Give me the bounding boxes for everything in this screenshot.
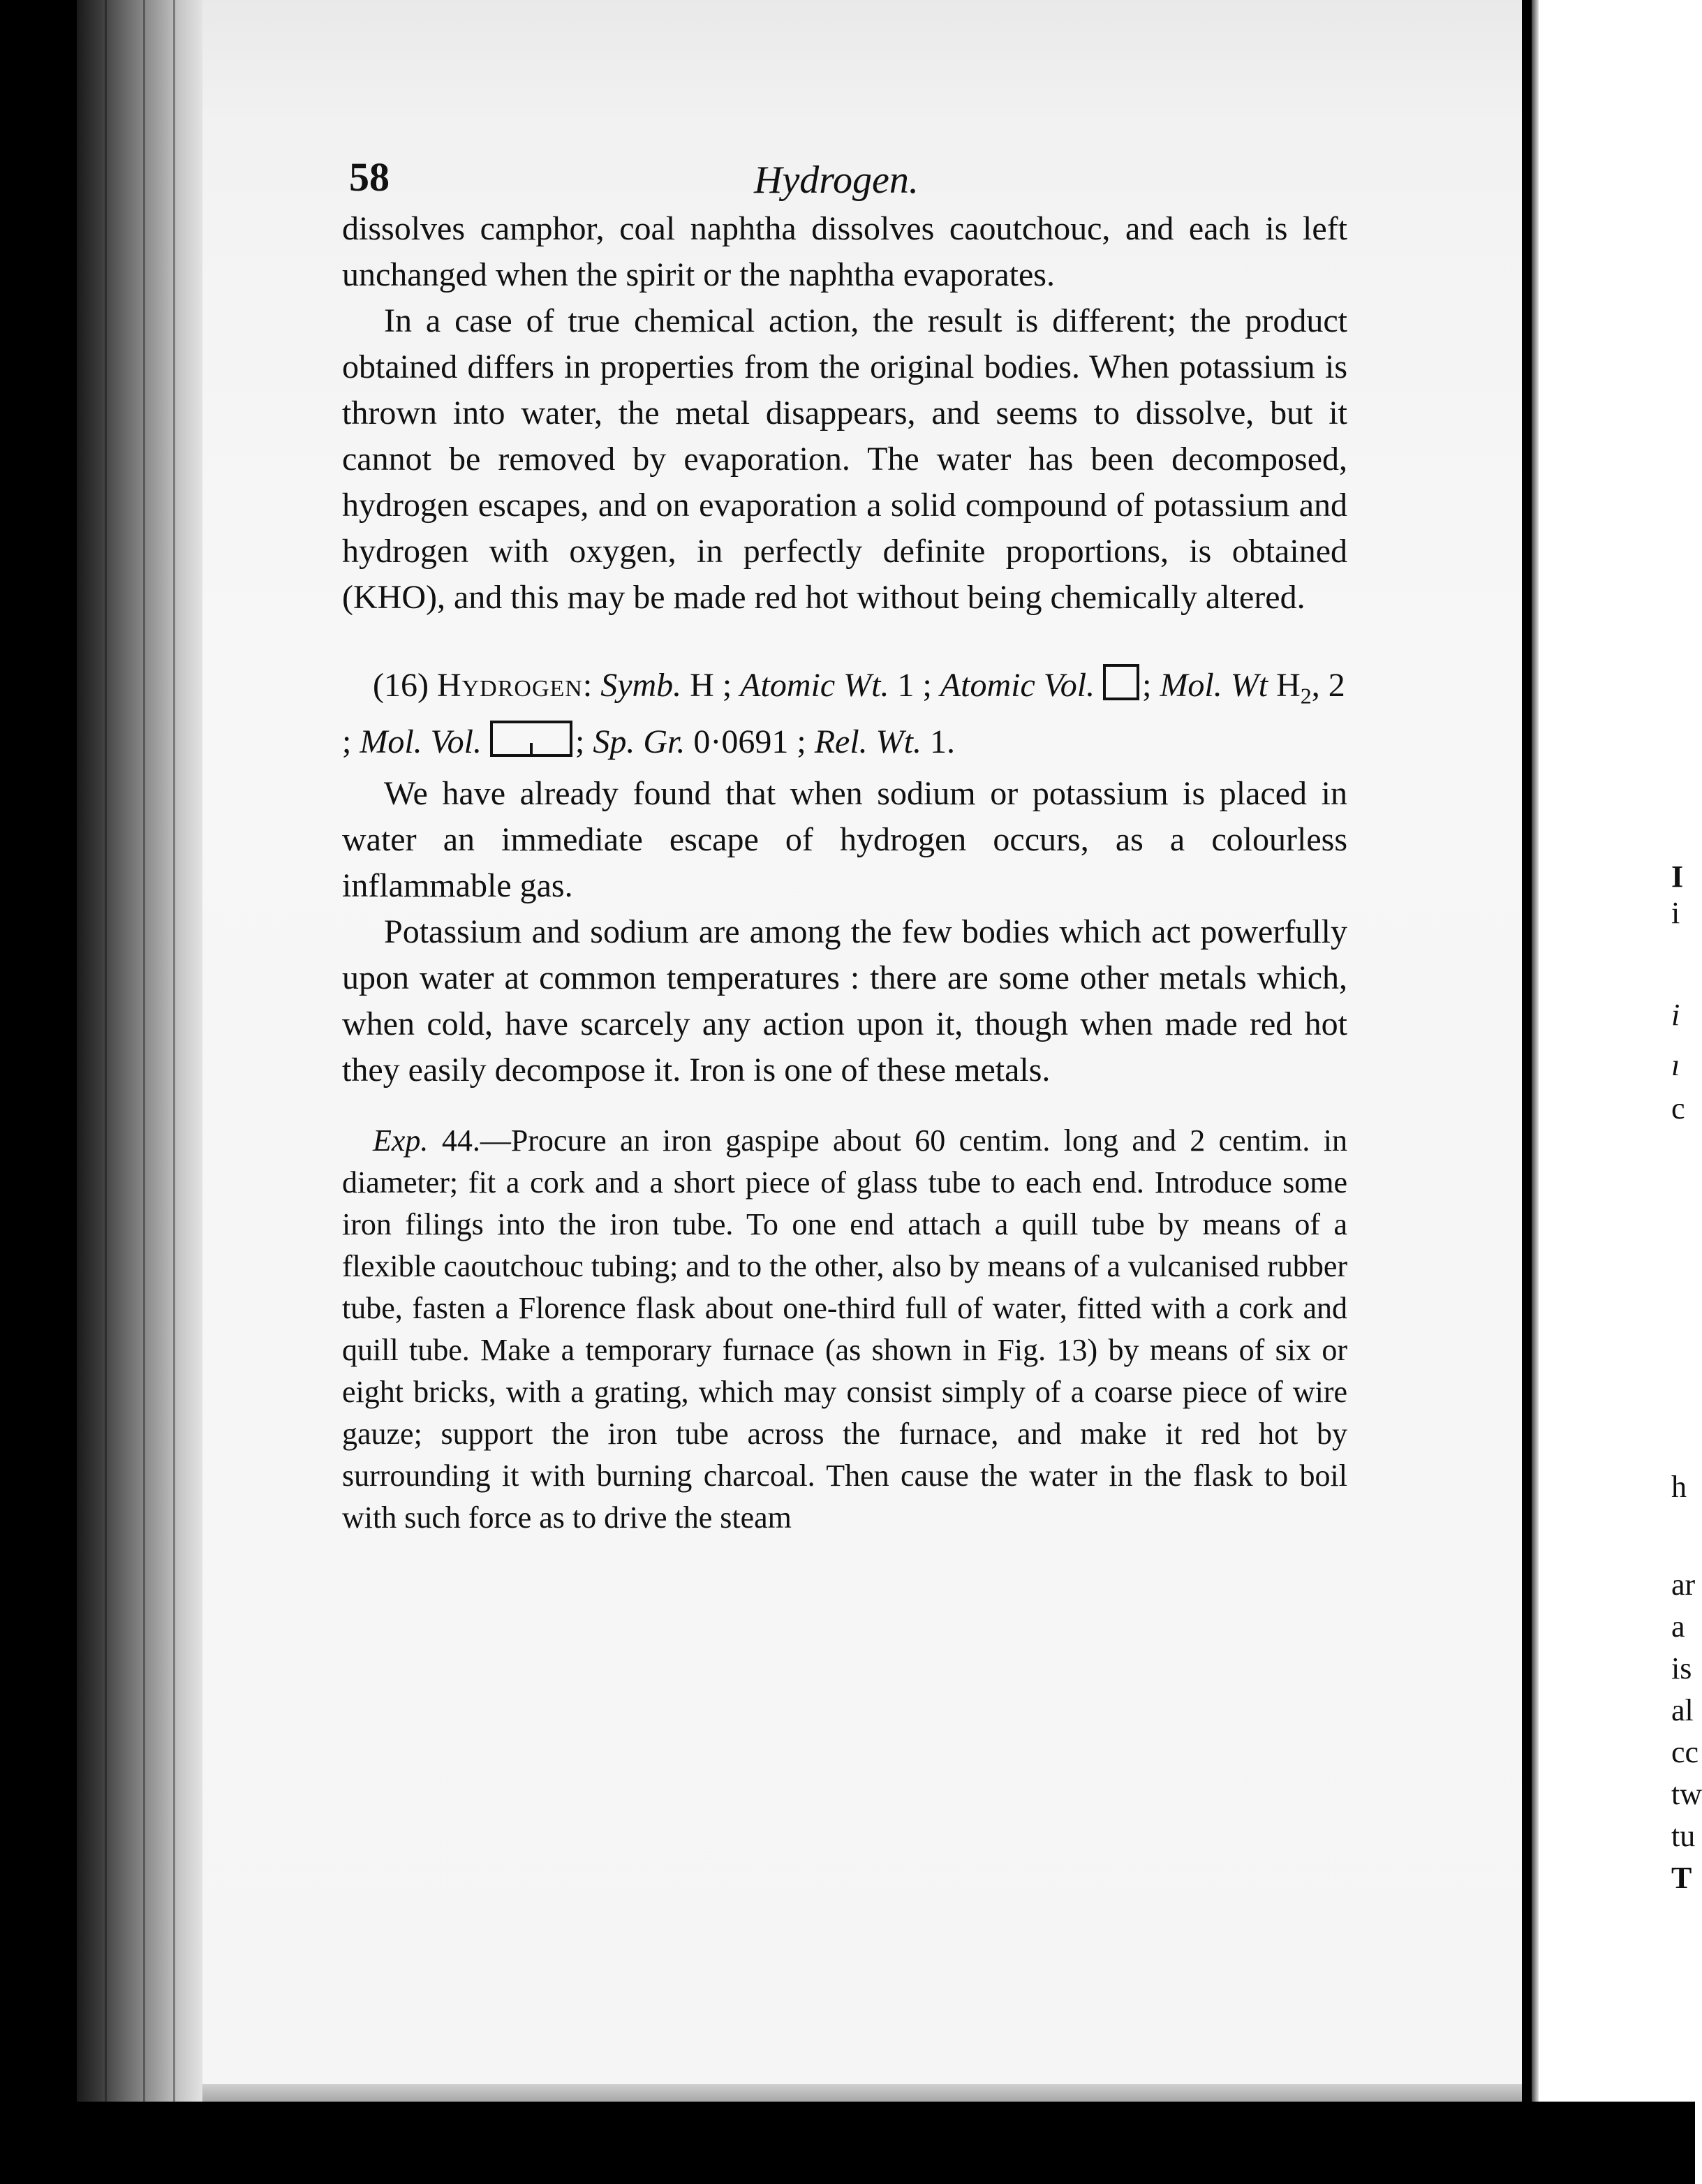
molecular-volume-double-square-icon [490,721,572,757]
relative-weight-label: Rel. Wt. [814,723,922,760]
paragraph-continuation: dissolves camphor, coal naphtha dissolves caoutchouc, and each is left unchanged when the spirit or the naphtha evaporates. [342,210,1347,293]
molecular-formula [1276,667,1312,709]
adjacent-page-fragment: i [1671,896,1680,930]
separator: ; [575,723,593,760]
atomic-weight-label: Atomic Wt. [740,667,889,704]
adjacent-page-fragment: tw [1671,1777,1702,1811]
adjacent-page-fragment: T [1671,1861,1692,1895]
adjacent-page-fragment: i [1671,998,1680,1032]
adjacent-page-fragment: ar [1671,1567,1696,1602]
adjacent-page-fragment: tu [1671,1819,1696,1853]
spine-streak [105,0,107,2102]
page-bottom-edge [202,2084,1522,2102]
scan-border-bottom [0,2102,1695,2184]
section-number: (16) [373,667,429,704]
paragraph-sodium-potassium: We have already found that when sodium or potassium is placed in water an immediate escape of hydrogen occurs, as a colourless inflammable gas. [342,774,1347,904]
adjacent-page-fragment: is [1671,1651,1692,1685]
specific-gravity-label: Sp. Gr. [593,723,686,760]
paragraph-chemical-action: In a case of true chemical action, the result is different; the product obtained differs in properties from the original bodies. When potassium is thrown into water, the metal disappears, and seems to dissolve, but it cannot be removed by evaporation. The water has been decomposed, hydrogen escapes, and on evaporation a solid compound of potassium and hydrogen with oxygen, in perfectly definite proportions, is obtained (KHO), and this may be made red hot without being chemically altered. [342,302,1347,616]
running-title: Hydrogen. [754,158,919,202]
symbol-value: H ; [690,667,732,704]
paragraph-iron-metals: Potassium and sodium are among the few bodies which act powerfully upon water at common temperatures : there are some other metals which, when cold, have scarcely any action upon it, though when made red hot they easily decompose it. Iron is one of these metals. [342,913,1347,1089]
section-title: Hydrogen [436,667,583,704]
page-content [342,140,1347,1539]
running-head [342,140,1347,206]
section-colon: : [582,667,593,704]
molecular-weight-value: , 2 ; [342,667,1345,760]
spine-streak [143,0,145,2102]
adjacent-page-fragment: a [1671,1609,1685,1644]
adjacent-page-fragment: cc [1671,1735,1699,1769]
atomic-volume-square-icon [1103,664,1139,700]
adjacent-page-fragment: c [1671,1091,1685,1126]
formula-subscript: 2 [1300,683,1312,709]
book-spine-shadow [77,0,202,2102]
symbol-label: Symb. [600,667,682,704]
adjacent-page-fragment: h [1671,1470,1687,1504]
formula-base: H [1276,667,1301,704]
relative-weight-value: 1. [929,723,955,760]
experiment-text: —Procure an iron gaspipe about 60 centim. long and 2 centim. in diameter; fit a cork and a short piece of glass tube to each end. Introduce some iron filings into the iron tube. To one end attach a quill tube by means of a flexible caoutchouc tubing; and to the other, also by means of a vulcanised rubber tube, fasten a Florence flask about one-third full of water, fitted with a cork and quill tube. Make a temporary furnace (as shown in Fig. 13) by means of six or eight bricks, with a grating, which may consist simply of a coarse piece of wire gauze; support the iron tube across the furnace, and make it red hot by surrounding it with burning charcoal. Then cause the water in the flask to boil with such force as to drive the steam [342,1123,1348,1535]
page-number: 58 [349,154,390,200]
molecular-volume-label: Mol. Vol. [360,723,482,760]
specific-gravity-value: 0·0691 ; [693,723,806,760]
gutter-right-shadow [1532,0,1539,2102]
spine-streak [173,0,175,2102]
experiment-number: 44. [441,1123,480,1158]
gutter-right [1522,0,1532,2102]
experiment-label: Exp. [373,1123,429,1158]
adjacent-page-fragment: ı [1671,1048,1680,1082]
separator: ; [1142,667,1160,704]
adjacent-page-fragment: I [1671,859,1684,894]
scan-border-left [0,0,77,2184]
experiment-44 [342,1120,1347,1539]
molecular-weight-label: Mol. Wt [1160,667,1268,704]
adjacent-page-fragment: al [1671,1693,1694,1727]
atomic-weight-value: 1 ; [897,667,932,704]
atomic-volume-label: Atomic Vol. [940,667,1095,704]
section-heading-hydrogen [342,663,1347,765]
